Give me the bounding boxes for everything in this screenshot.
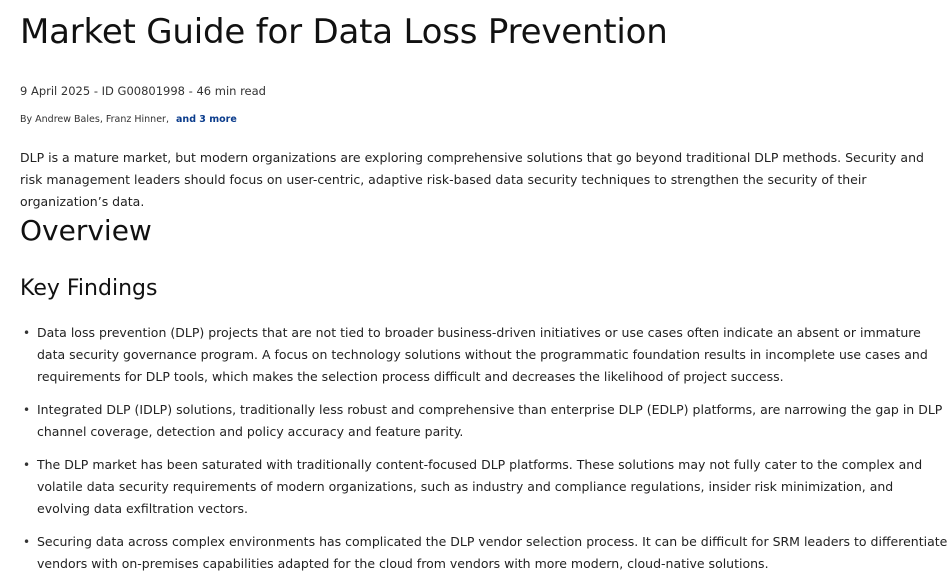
author-names: By Andrew Bales, Franz Hinner, — [20, 114, 169, 125]
more-authors-link[interactable]: and 3 more — [176, 114, 237, 125]
key-finding-item — [20, 322, 949, 388]
summary-paragraph: DLP is a mature market, but modern organizations are exploring comprehensive solutions that go beyond traditional DLP methods. Security and risk management leaders should focus on user-centric, adaptive risk-based data security techniques to strengthen the security of their organization’s data. — [20, 150, 924, 209]
bullet-icon: • — [23, 535, 31, 549]
key-finding-item — [20, 531, 949, 575]
author-line — [20, 114, 237, 125]
key-finding-text: Securing data across complex environments has complicated the DLP vendor selection process. It can be difficult for SRM leaders to differentiate vendors with on-premises capabilities adapted for the cloud from vendors with more modern, cloud-native solutions. — [37, 534, 948, 571]
bullet-icon: • — [23, 326, 31, 340]
key-finding-text: Integrated DLP (IDLP) solutions, traditionally less robust and comprehensive than enterprise DLP (EDLP) platforms, are narrowing the gap in DLP channel coverage, detection and policy accuracy and feature parity. — [37, 402, 943, 439]
bullet-icon: • — [23, 458, 31, 472]
page-title: Market Guide for Data Loss Prevention — [20, 12, 668, 52]
overview-heading: Overview — [20, 214, 152, 247]
key-finding-item — [20, 454, 949, 520]
key-findings-heading: Key Findings — [20, 276, 158, 301]
document-meta: 9 April 2025 - ID G00801998 - 46 min read — [20, 84, 266, 98]
key-finding-item — [20, 399, 949, 443]
key-finding-text: The DLP market has been saturated with traditionally content-focused DLP platforms. These solutions may not fully cater to the complex and volatile data security requirements of modern organizations, such as industry and compliance regulations, insider risk minimization, and evolving data exfiltration vectors. — [37, 457, 923, 516]
bullet-icon: • — [23, 403, 31, 417]
key-findings-list — [20, 322, 949, 586]
key-finding-text: Data loss prevention (DLP) projects that are not tied to broader business-driven initiatives or use cases often indicate an absent or immature data security governance program. A focus on technology solutions without the programmatic foundation results in incomplete use cases and requirements for DLP tools, which makes the selection process difficult and decreases the likelihood of project success. — [37, 325, 928, 384]
